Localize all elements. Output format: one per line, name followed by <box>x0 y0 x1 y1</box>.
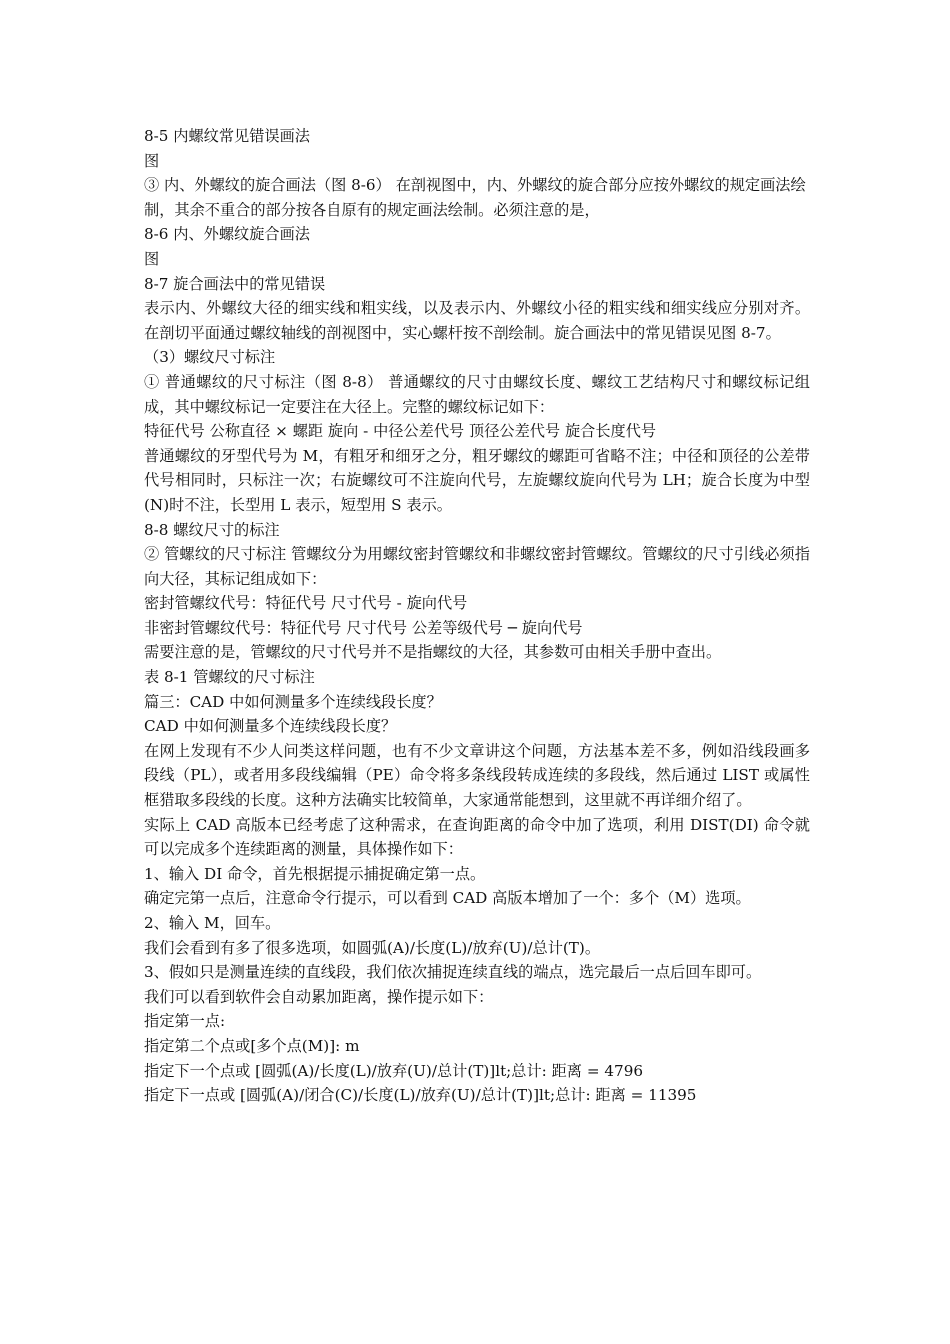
paragraph: 普通螺纹的牙型代号为 M，有粗牙和细牙之分，粗牙螺纹的螺距可省略不注；中径和顶径的公差带代号相同时，只标注一次；右旋螺纹可不注旋向代号，左旋螺纹旋向代号为 LH；旋合长度为中型(N)时不注，长型用 L 表示，短型用 S 表示。 <box>144 446 810 514</box>
paragraph: 2、输入 M，回车。 <box>144 914 281 932</box>
paragraph: 表 8-1 管螺纹的尺寸标注 <box>144 668 315 687</box>
paragraph: 8-5 内螺纹常见错误画法 <box>144 127 310 145</box>
paragraph: 图 <box>144 249 160 268</box>
paragraph: 实际上 CAD 高版本已经考虑了这种需求，在查询距离的命令中加了选项，利用 DIST(DI) 命令就可以完成多个连续距离的测量，具体操作如下： <box>144 815 810 859</box>
paragraph: 指定下一个点或 [圆弧(A)/长度(L)/放弃(U)/总计(T)]lt;总计: 距离 = 4796 <box>144 1061 644 1080</box>
paragraph: ① 普通螺纹的尺寸标注（图 8-8） 普通螺纹的尺寸由螺纹长度、螺纹工艺结构尺寸和螺纹标记组成，其中螺纹标记一定要注在大径上。完整的螺纹标记如下： <box>144 372 810 416</box>
paragraph: 制，其余不重合的部分按各自原有的规定画法绘制。必须注意的是， <box>144 200 600 219</box>
paragraph: ③ 内、外螺纹的旋合画法（图 8-6） 在剖视图中，内、外螺纹的旋合部分应按外螺纹的规定画法绘 <box>144 176 806 195</box>
paragraph: 特征代号 公称直径 × 螺距 旋向 - 中径公差代号 顶径公差代号 旋合长度代号 <box>144 422 657 441</box>
paragraph: 需要注意的是，管螺纹的尺寸代号并不是指螺纹的大径，其参数可由相关手册中查出。 <box>144 643 722 662</box>
paragraph: 指定下一点或 [圆弧(A)/闭合(C)/长度(L)/放弃(U)/总计(T)]lt;总计: 距离 = 11395 <box>144 1086 697 1105</box>
paragraph: 我们可以看到软件会自动累加距离，操作提示如下： <box>144 987 494 1006</box>
paragraph: 图 <box>144 151 160 170</box>
paragraph: CAD 中如何测量多个连续线段长度？ <box>144 717 397 736</box>
document-body <box>144 124 810 1108</box>
paragraph: 1、输入 DI 命令，首先根据提示捕捉确定第一点。 <box>144 864 486 883</box>
paragraph: 指定第二个点或[多个点(M)]: m <box>144 1036 360 1055</box>
paragraph: 8-7 旋合画法中的常见错误 <box>144 274 326 293</box>
paragraph: 我们会看到有多了很多选项，如圆弧(A)/长度(L)/放弃(U)/总计(T)。 <box>144 938 601 957</box>
paragraph: 8-8 螺纹尺寸的标注 <box>144 520 280 539</box>
paragraph: （3）螺纹尺寸标注 <box>144 348 276 367</box>
paragraph: 8-6 内、外螺纹旋合画法 <box>144 225 310 244</box>
paragraph: 密封管螺纹代号：特征代号 尺寸代号 - 旋向代号 <box>144 594 468 613</box>
paragraph: 非密封管螺纹代号：特征代号 尺寸代号 公差等级代号 ─ 旋向代号 <box>144 618 583 637</box>
paragraph: ② 管螺纹的尺寸标注 管螺纹分为用螺纹密封管螺纹和非螺纹密封管螺纹。管螺纹的尺寸引线必须指向大径，其标记组成如下： <box>144 545 810 588</box>
paragraph: 确定完第一点后，注意命令行提示，可以看到 CAD 高版本增加了一个：多个（M）选项。 <box>144 889 751 908</box>
paragraph: 表示内、外螺纹大径的细实线和粗实线，以及表示内、外螺纹小径的粗实线和细实线应分别对齐。在剖切平面通过螺纹轴线的剖视图中，实心螺杆按不剖绘制。旋合画法中的常见错误见图 8-7。 <box>144 299 810 342</box>
paragraph: 指定第一点: <box>144 1012 226 1031</box>
paragraph: 在网上发现有不少人问类这样问题，也有不少文章讲这个问题，方法基本差不多，例如沿线段画多段线（PL），或者用多段线编辑（PE）命令将多条线段转成连续的多段线，然后通过 LIST 或属性框猎取多段线的长度。这种方法确实比较简单，大家通常能想到，这里就不再详细介绍了。 <box>144 741 810 810</box>
paragraph: 3、假如只是测量连续的直线段，我们依次捕捉连续直线的端点，选完最后一点后回车即可。 <box>144 963 762 982</box>
paragraph: 篇三：CAD 中如何测量多个连续线段长度？ <box>144 692 442 711</box>
